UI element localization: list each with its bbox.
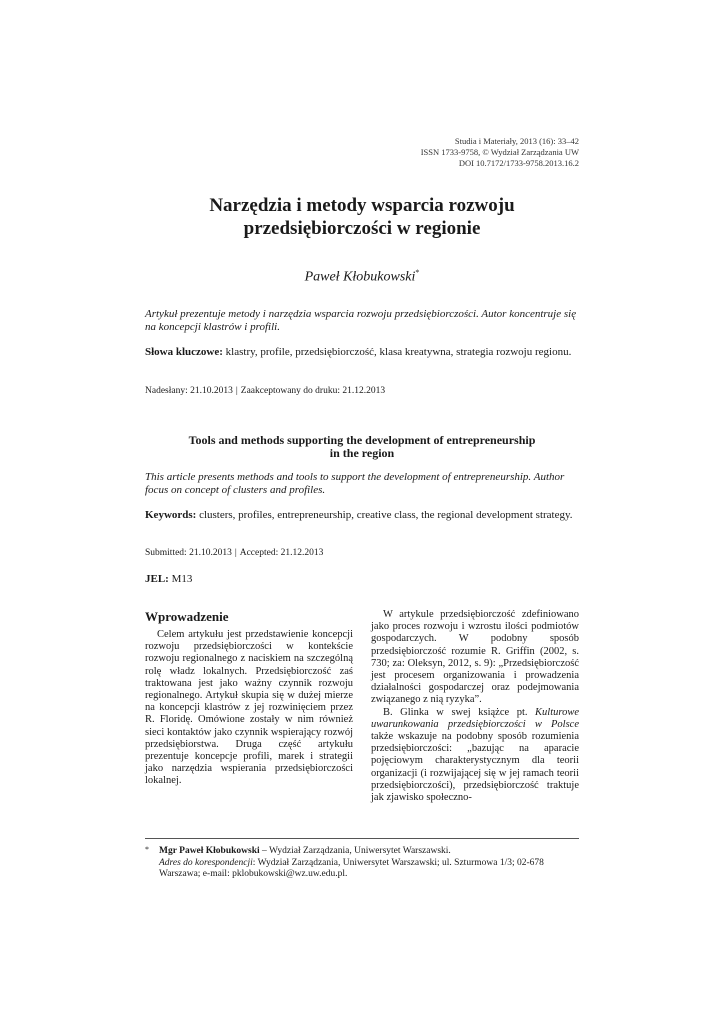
submitted-date-en: Submitted: 21.10.2013 <box>145 548 232 558</box>
keywords-en-text: clusters, profiles, entrepreneurship, creative class, the regional development strategy. <box>199 509 573 521</box>
keywords-en-label: Keywords: <box>145 509 197 521</box>
footnote-body <box>159 846 579 881</box>
journal-doi: DOI 10.7172/1733-9758.2013.16.2 <box>458 158 579 168</box>
abstract-pl: Artykuł prezentuje metody i narzędzia wsparcia rozwoju przedsiębiorczości. Autor koncentruje się na koncepcji klastrów i profili. <box>145 308 577 333</box>
article-title-line-2: przedsiębiorczości w regionie <box>243 218 481 239</box>
footnote-address: : Wydział Zarządzania, Uniwersytet Warszawski; ul. Szturmowa 1/3; 02-678 Warszawa; e-mail: pklobukowski@wz.uw.edu.pl. <box>159 857 544 879</box>
paragraph-2-start: B. Glinka w swej książce pt. <box>383 706 536 718</box>
right-column <box>371 609 579 804</box>
dates-en <box>145 548 323 558</box>
footnote-address-line <box>159 858 579 881</box>
author-footnote <box>145 846 579 881</box>
left-column <box>145 609 353 788</box>
english-title-line-2: in the region <box>329 446 395 460</box>
accepted-date-en: Accepted: 21.12.2013 <box>239 548 324 558</box>
journal-header <box>421 136 579 169</box>
journal-citation: Studia i Materiały, 2013 (16): 33–42 <box>454 136 579 146</box>
keywords-pl-text: klastry, profile, przedsiębiorczość, klasa kreatywna, strategia rozwoju regionu. <box>225 346 572 358</box>
author-footnote-mark: * <box>415 268 420 277</box>
book-title: Kulturowe uwarunkowania przedsiębiorczości w Polsce <box>371 706 579 730</box>
intro-paragraph-right-1: W artykule przedsiębiorczość zdefiniowano jako proces rozwoju i wzrostu ilości podmiotów gospodarczych. W podobny sposób przedsiębiorczość rozumie R. Griffin (2002, s. 730; za: Oleksyn, 2012, s. 9): „Przedsiębiorczość jest procesem organizowania i prowadzenia działalności gospodarczej oraz podejmowania związanego z nią ryzyka”. <box>371 609 579 706</box>
intro-paragraph-right-2 <box>371 707 579 805</box>
keywords-pl-label: Słowa kluczowe: <box>145 346 223 358</box>
footnote-address-label: Adres do korespondencji <box>159 857 253 868</box>
submitted-date-pl: Nadesłany: 21.10.2013 <box>145 386 233 396</box>
intro-paragraph-left: Celem artykułu jest przedstawienie koncepcji rozwoju przedsiębiorczości w kontekście rozwoju regionalnego z naciskiem na szczególną rolę władz lokalnych. Przedsiębiorczość zaś traktowana jest jako ważny czynnik rozwoju regionalnego. Artykuł skupia się w dużej mierze na koncepcji klastrów z jej rozwinięciem przez R. Floridę. Omówione zostały w nim również sieci kontaktów jako czynnik wspierający rozwój przedsiębiorstwa. Druga część artykułu prezentuje koncepcje profili, marek i strategii jako narzędzia wspierania przedsiębiorczości lokalnej. <box>145 629 353 787</box>
jel-label: JEL: <box>145 573 169 585</box>
abstract-en: This article presents methods and tools to support the development of entrepreneurship. Author focus on concept of clusters and profiles. <box>145 471 565 496</box>
footnote-affiliation-line <box>159 846 579 858</box>
section-heading: Wprowadzenie <box>145 609 229 624</box>
dates-pl <box>145 386 385 396</box>
author-name: Paweł Kłobukowski <box>304 269 416 285</box>
english-title <box>145 434 579 460</box>
footnote-author-name: Mgr Paweł Kłobukowski <box>159 846 260 856</box>
keywords-pl <box>145 346 579 359</box>
footnote-mark: * <box>145 845 149 854</box>
paragraph-2-end: także wskazuje na podobny sposób rozumienia przedsiębiorczości: „bazując na aparacie pojęciowym charakterystycznym dla teorii organizacji (i rozwijającej się w jej ramach teorii przedsiębiorczości), przedsiębiorczość traktuje jak zjawisko społeczno- <box>371 731 579 804</box>
footnote-divider <box>145 838 579 839</box>
jel-code <box>145 573 192 585</box>
journal-issn: ISSN 1733-9758, © Wydział Zarządzania UW <box>420 147 579 157</box>
article-title-line-1: Narzędzia i metody wsparcia rozwoju <box>209 195 515 216</box>
date-separator-pl: | <box>235 386 238 396</box>
jel-value: M13 <box>171 573 193 585</box>
date-separator-en: | <box>234 548 237 558</box>
footnote-affiliation: – Wydział Zarządzania, Uniwersytet Warszawski. <box>259 846 451 856</box>
article-page <box>145 0 579 1024</box>
english-title-line-1: Tools and methods supporting the development of entrepreneurship <box>188 433 536 447</box>
author-line <box>145 268 579 286</box>
article-title <box>145 194 579 240</box>
keywords-en <box>145 509 579 522</box>
accepted-date-pl: Zaakceptowany do druku: 21.12.2013 <box>240 386 386 396</box>
